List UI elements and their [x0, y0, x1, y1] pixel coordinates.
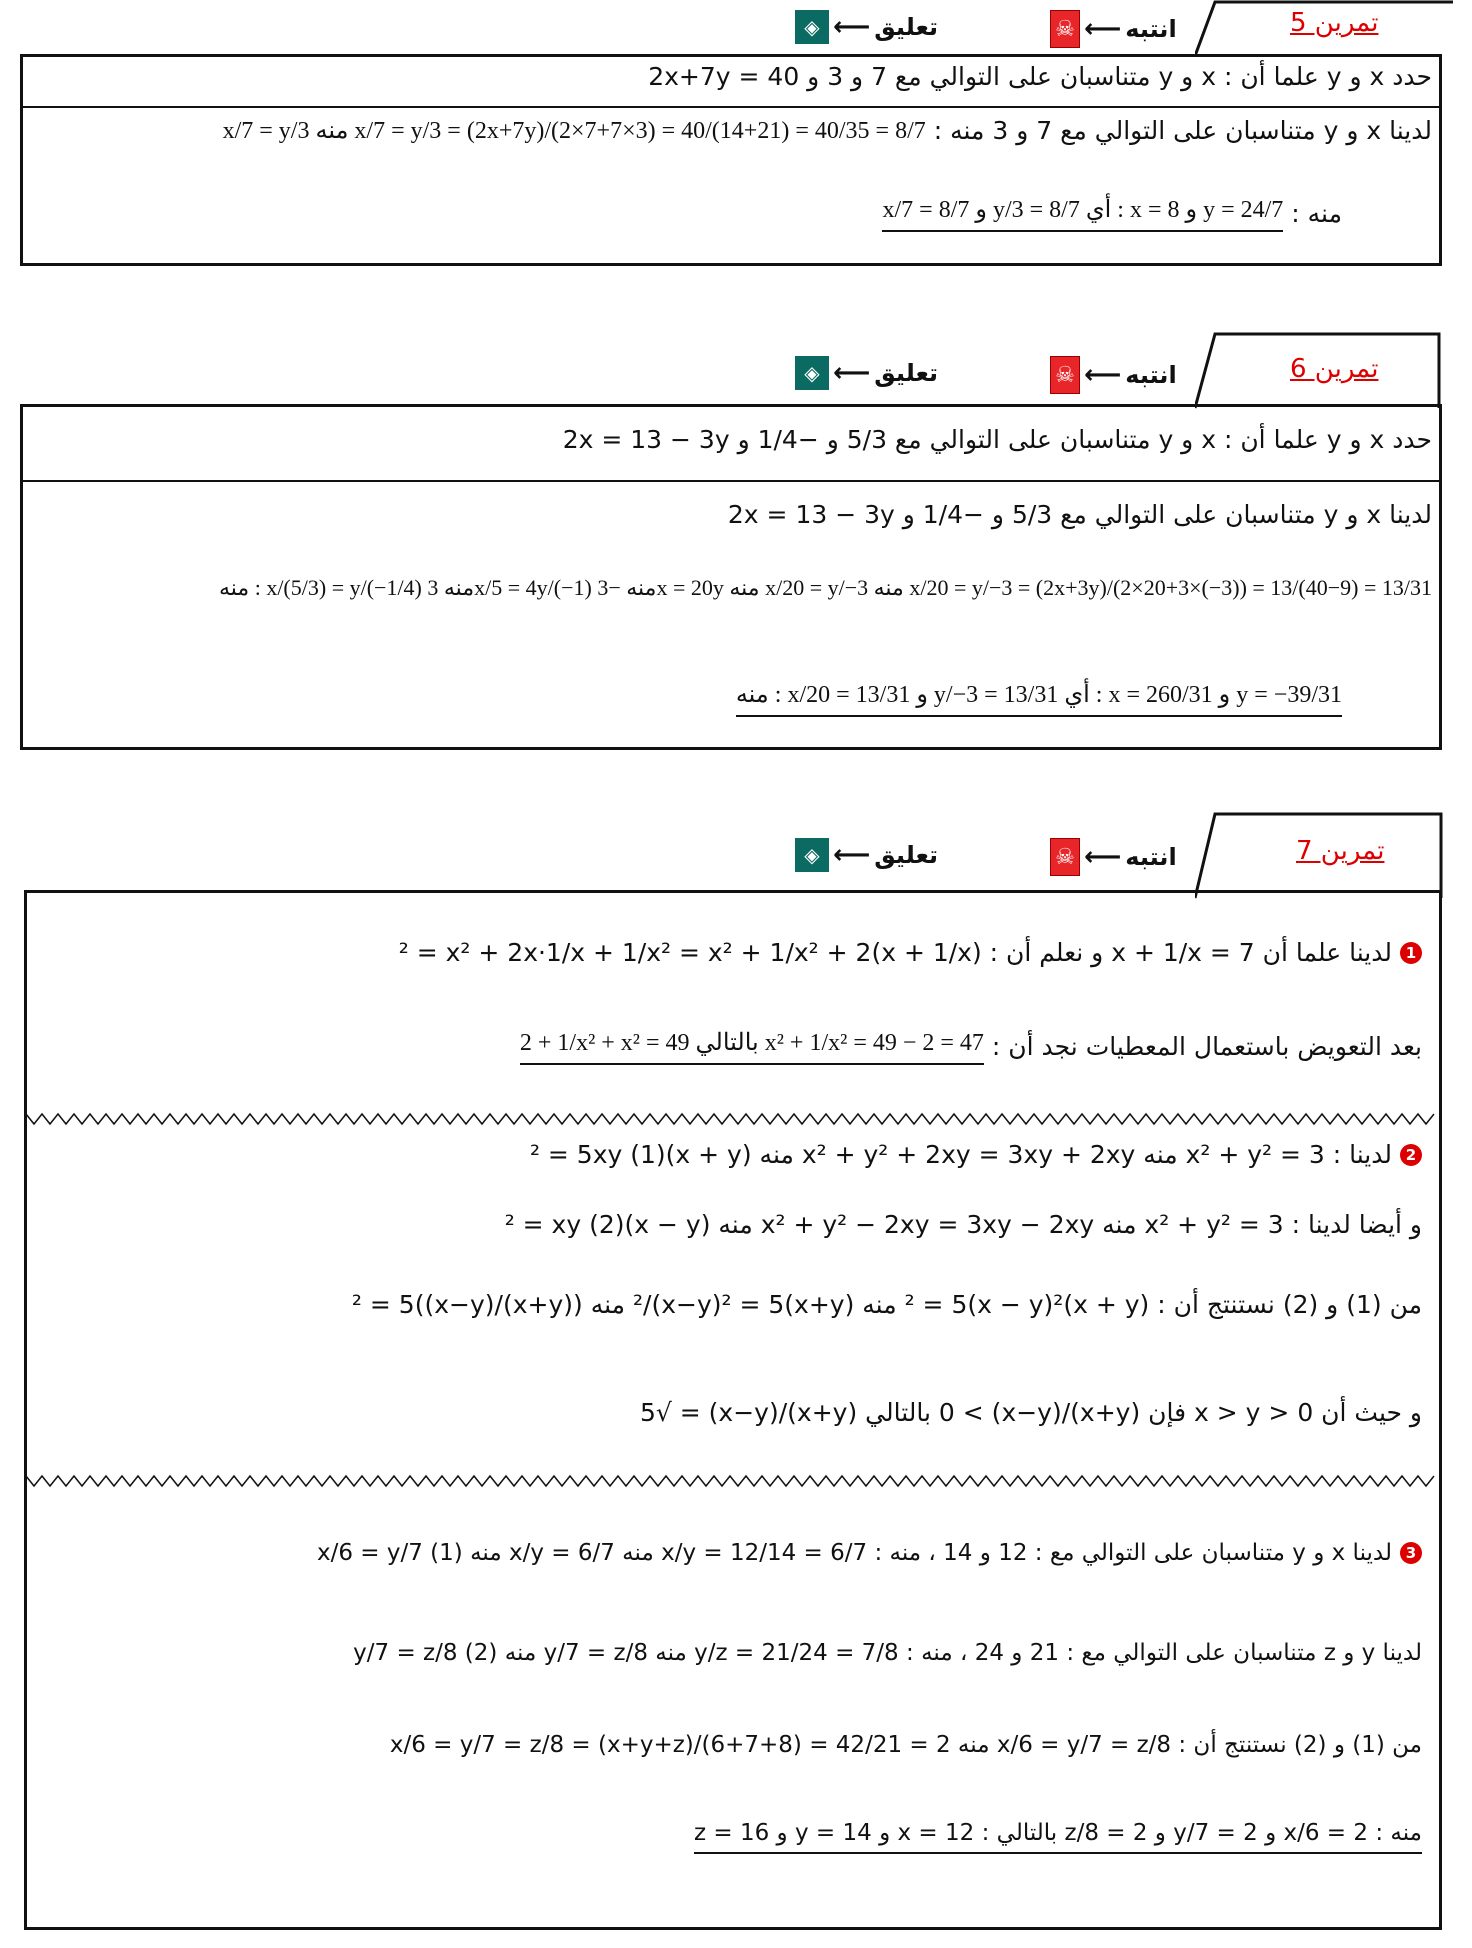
arrow-left-icon: ⟵ [833, 358, 871, 388]
ex7-part2-line2: و أيضا لدينا : x² + y² = 3 منه x² + y² − 2xy = 3xy − 2xy منه (x − y)² = xy (2) [504, 1210, 1422, 1239]
ex5-line-2: منه : x/7 = 8/7 و y/3 = 8/7 أي : x = 8 و y = 24/7 [882, 195, 1342, 232]
arrow-left-icon: ⟵ [1084, 360, 1122, 390]
skull-icon: ☠ [1050, 356, 1080, 394]
wavy-divider [26, 1112, 1440, 1126]
question-diamond-icon: ◈ [795, 356, 829, 390]
question-diamond-icon: ◈ [795, 838, 829, 872]
ex7-part3-line3: من (1) و (2) نستنتج أن : x/6 = y/7 = z/8 منه x/6 = y/7 = z/8 = (x+y+z)/(6+7+8) = 42/21 = 2 [389, 1732, 1422, 1758]
ex7-part3-result: منه : x/6 = 2 و y/7 = 2 و z/8 = 2 بالتالي : x = 12 و y = 14 و z = 16 [694, 1820, 1422, 1854]
ex6-attention: ☠ ⟵ انتبه [1050, 356, 1177, 394]
skull-icon: ☠ [1050, 838, 1080, 876]
ex5-attention: ☠ ⟵ انتبه [1050, 10, 1177, 48]
arrow-left-icon: ⟵ [1084, 14, 1122, 44]
ex6-result: منه : x/20 = 13/31 و y/−3 = 13/31 أي : x = 260/31 و y = −39/31 [736, 680, 1342, 717]
divider [20, 106, 1442, 108]
skull-icon: ☠ [1050, 10, 1080, 48]
ex6-line-3 [736, 680, 1342, 717]
ex7-part3-line1: 3 لدينا x و y متناسبان على التوالي مع : 12 و 14 ، منه : x/y = 12/14 = 6/7 منه x/y = 6/7 منه x/6 = y/7 (1) [317, 1540, 1422, 1566]
ex7-part2-line4: و حيث أن x > y > 0 فإن (x+y)/(x−y) > 0 بالتالي (x+y)/(x−y) = √5 [639, 1398, 1422, 1427]
ex7-part2-line3: من (1) و (2) نستنتج أن : (x + y)² = 5(x − y)² منه (x+y)²/(x−y)² = 5 منه ((x+y)/(x−y))² = 5 [351, 1290, 1422, 1319]
ex5-result: x/7 = 8/7 و y/3 = 8/7 أي : x = 8 و y = 24/7 [882, 195, 1283, 232]
number-1-badge: 1 [1400, 942, 1422, 964]
ex6-title: تمرين 6 [1290, 354, 1379, 384]
ex5-line-1: لدينا x و y متناسبان على التوالي مع 7 و 3 منه : x/7 = y/3 منه x/7 = y/3 = (2x+7y)/(2×7+7×3) = 40/(14+21) = 40/35 = 8/7 [222, 116, 1432, 145]
ex6-comment: ◈ ⟵ تعليق [795, 356, 938, 390]
divider [20, 480, 1442, 482]
arrow-left-icon: ⟵ [833, 840, 871, 870]
ex5-statement: حدد x و y علما أن : x و y متناسبان على التوالي مع 7 و 3 و 2x+7y = 40 [648, 62, 1432, 91]
arrow-left-icon: ⟵ [1084, 842, 1122, 872]
number-2-badge: 2 [1400, 1144, 1422, 1166]
ex5-comment: ◈ ⟵ تعليق [795, 10, 938, 44]
ex7-part1-line1: 1 لدينا علما أن x + 1/x = 7 و نعلم أن : (x + 1/x)² = x² + 2x·1/x + 1/x² = x² + 1/x² + 2 [399, 938, 1422, 967]
number-3-badge: 3 [1400, 1542, 1422, 1564]
ex7-part3-line4 [694, 1820, 1422, 1854]
ex7-part2-line1: 2 لدينا : x² + y² = 3 منه x² + y² + 2xy = 3xy + 2xy منه (x + y)² = 5xy (1) [530, 1140, 1422, 1169]
ex6-line-2 [219, 575, 1432, 601]
ex6-statement: حدد x و y علما أن : x و y متناسبان على التوالي مع 5/3 و −1/4 و 2x = 13 − 3y [562, 425, 1432, 454]
ex6-line2-formula: منه : x/(5/3) = y/(−1/4) منه 3x/5 = 4y/(−1) منه −3x = 20y منه x/20 = y/−3 منه x/20 = y/−3 = (2x+3y)/(2×20+3×(−3)) = 13/(40−9) = 13/31 [218, 575, 1432, 600]
ex7-title: تمرين 7 [1296, 836, 1385, 866]
ex7-part3-line2: لدينا y و z متناسبان على التوالي مع : 21 و 24 ، منه : y/z = 21/24 = 7/8 منه y/7 = z/8 منه y/7 = z/8 (2) [353, 1640, 1422, 1666]
ex7-comment: ◈ ⟵ تعليق [795, 838, 938, 872]
ex7-part1-result: 2 + 1/x² + x² = 49 بالتالي x² + 1/x² = 49 − 2 = 47 [520, 1028, 984, 1065]
question-diamond-icon: ◈ [795, 10, 829, 44]
ex5-title: تمرين 5 [1290, 8, 1379, 38]
ex5-line1-formula: x/7 = y/3 منه x/7 = y/3 = (2x+7y)/(2×7+7×3) = 40/(14+21) = 40/35 = 8/7 [222, 118, 926, 144]
arrow-left-icon: ⟵ [833, 12, 871, 42]
wavy-divider [26, 1474, 1440, 1488]
ex7-attention: ☠ ⟵ انتبه [1050, 838, 1177, 876]
ex6-line-1: لدينا x و y متناسبان على التوالي مع 5/3 و −1/4 و 2x = 13 − 3y [727, 500, 1432, 529]
ex7-part1-line2: بعد التعويض باستعمال المعطيات نجد أن : 2 + 1/x² + x² = 49 بالتالي x² + 1/x² = 49 − 2 = 47 [520, 1028, 1422, 1065]
